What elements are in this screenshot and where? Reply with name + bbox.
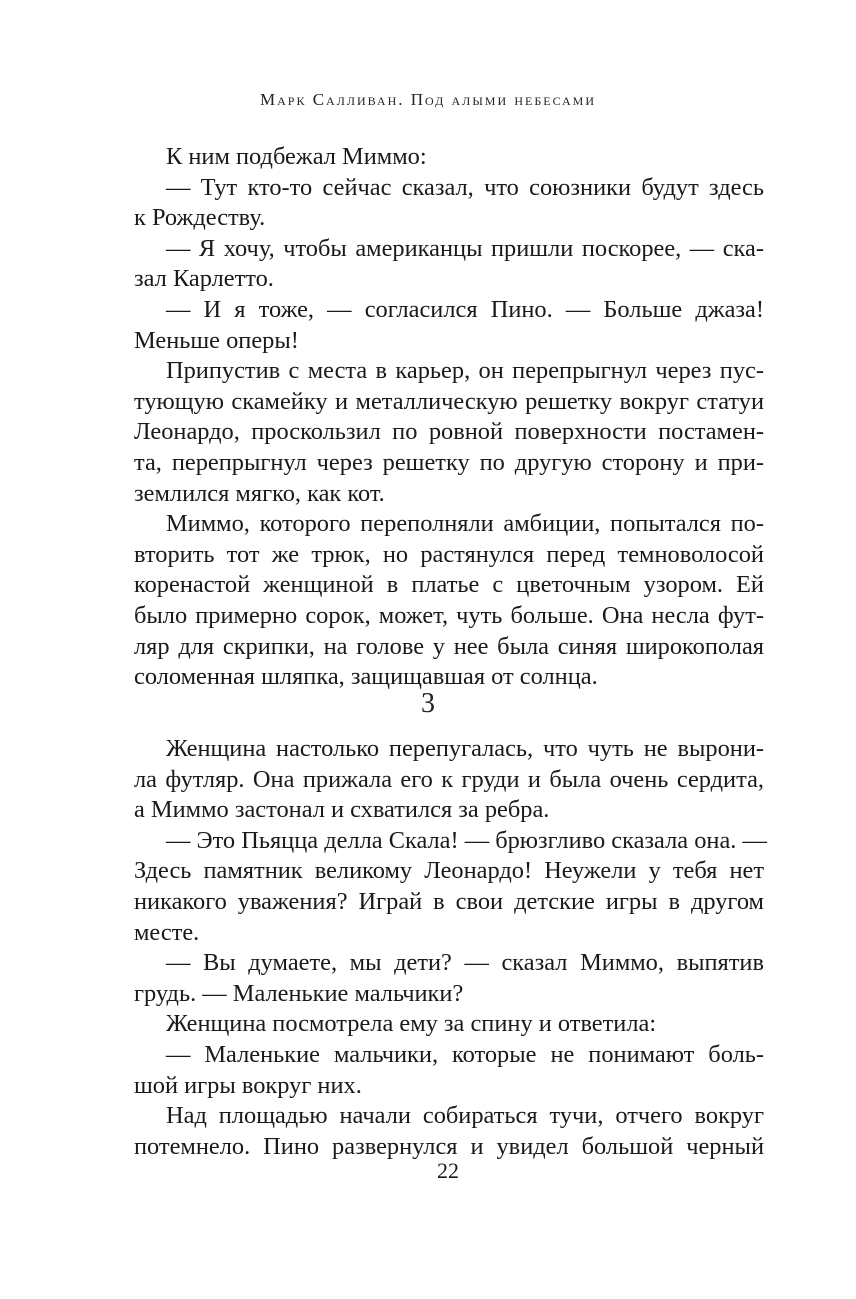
text-line: Над площадью начали собираться тучи, отчего вокруг [166, 1102, 764, 1130]
running-title: Марк Салливан. Под алыми небесами [260, 90, 596, 109]
page-number: 22 [437, 1158, 459, 1183]
text-line: вторить тот же трюк, но растянулся перед темноволосой [134, 540, 764, 568]
text-line: было примерно сорок, может, чуть больше. Она несла фут- [134, 601, 764, 629]
text-line: тующую скамейку и металлическую решетку вокруг статуи [134, 387, 764, 415]
chapter-number: 3 [421, 688, 435, 719]
text-line: — Тут кто-то сейчас сказал, что союзники будут здесь [166, 173, 764, 201]
text-line: соломенная шляпка, защищавшая от солнца. [134, 663, 598, 691]
text-line: Здесь памятник великому Леонардо! Неужели у тебя нет [134, 857, 764, 885]
text-line: потемнело. Пино развернулся и увидел большой черный [134, 1132, 764, 1160]
text-section-before-chapter [134, 142, 764, 693]
text-line: Женщина посмотрела ему за спину и ответила: [166, 1010, 657, 1038]
text-line: грудь. — Маленькие мальчики? [134, 979, 464, 1007]
text-line: месте. [134, 918, 200, 946]
text-line: шой игры вокруг них. [134, 1071, 362, 1099]
text-line: Леонардо, проскользил по ровной поверхности постамен- [134, 418, 764, 446]
text-line: ла футляр. Она прижала его к груди и была очень сердита, [134, 765, 764, 793]
text-line: — Маленькие мальчики, которые не понимают боль- [166, 1040, 764, 1068]
text-line: — Я хочу, чтобы американцы пришли поскорее, — ска- [166, 234, 764, 262]
text-line: к Рождеству. [134, 204, 266, 232]
text-line: — Вы думаете, мы дети? — сказал Миммо, выпятив [166, 949, 764, 977]
text-line: — И я тоже, — согласился Пино. — Больше джаза! [166, 295, 764, 323]
text-line: та, перепрыгнул через решетку по другую сторону и при- [134, 448, 764, 476]
text-line: ляр для скрипки, на голове у нее была синяя широкополая [134, 632, 764, 660]
text-line: — Это Пьяцца делла Скала! — брюзгливо сказала она. — [166, 826, 767, 854]
text-section-chapter-start [134, 734, 767, 1162]
text-line: Миммо, которого переполняли амбиции, попытался по- [166, 510, 764, 538]
text-line: Женщина настолько перепугалась, что чуть не вырони- [166, 735, 764, 762]
text-line: а Миммо застонал и схватился за ребра. [134, 796, 550, 824]
text-line: коренастой женщиной в платье с цветочным узором. Ей [134, 571, 764, 599]
text-line: К ним подбежал Миммо: [166, 143, 427, 170]
text-line: Меньше оперы! [134, 326, 299, 354]
text-line: никакого уважения? Играй в свои детские игры в другом [134, 887, 764, 915]
text-line: землился мягко, как кот. [134, 479, 385, 507]
text-line: Припустив с места в карьер, он перепрыгнул через пус- [166, 357, 764, 385]
text-line: зал Карлетто. [134, 265, 274, 293]
